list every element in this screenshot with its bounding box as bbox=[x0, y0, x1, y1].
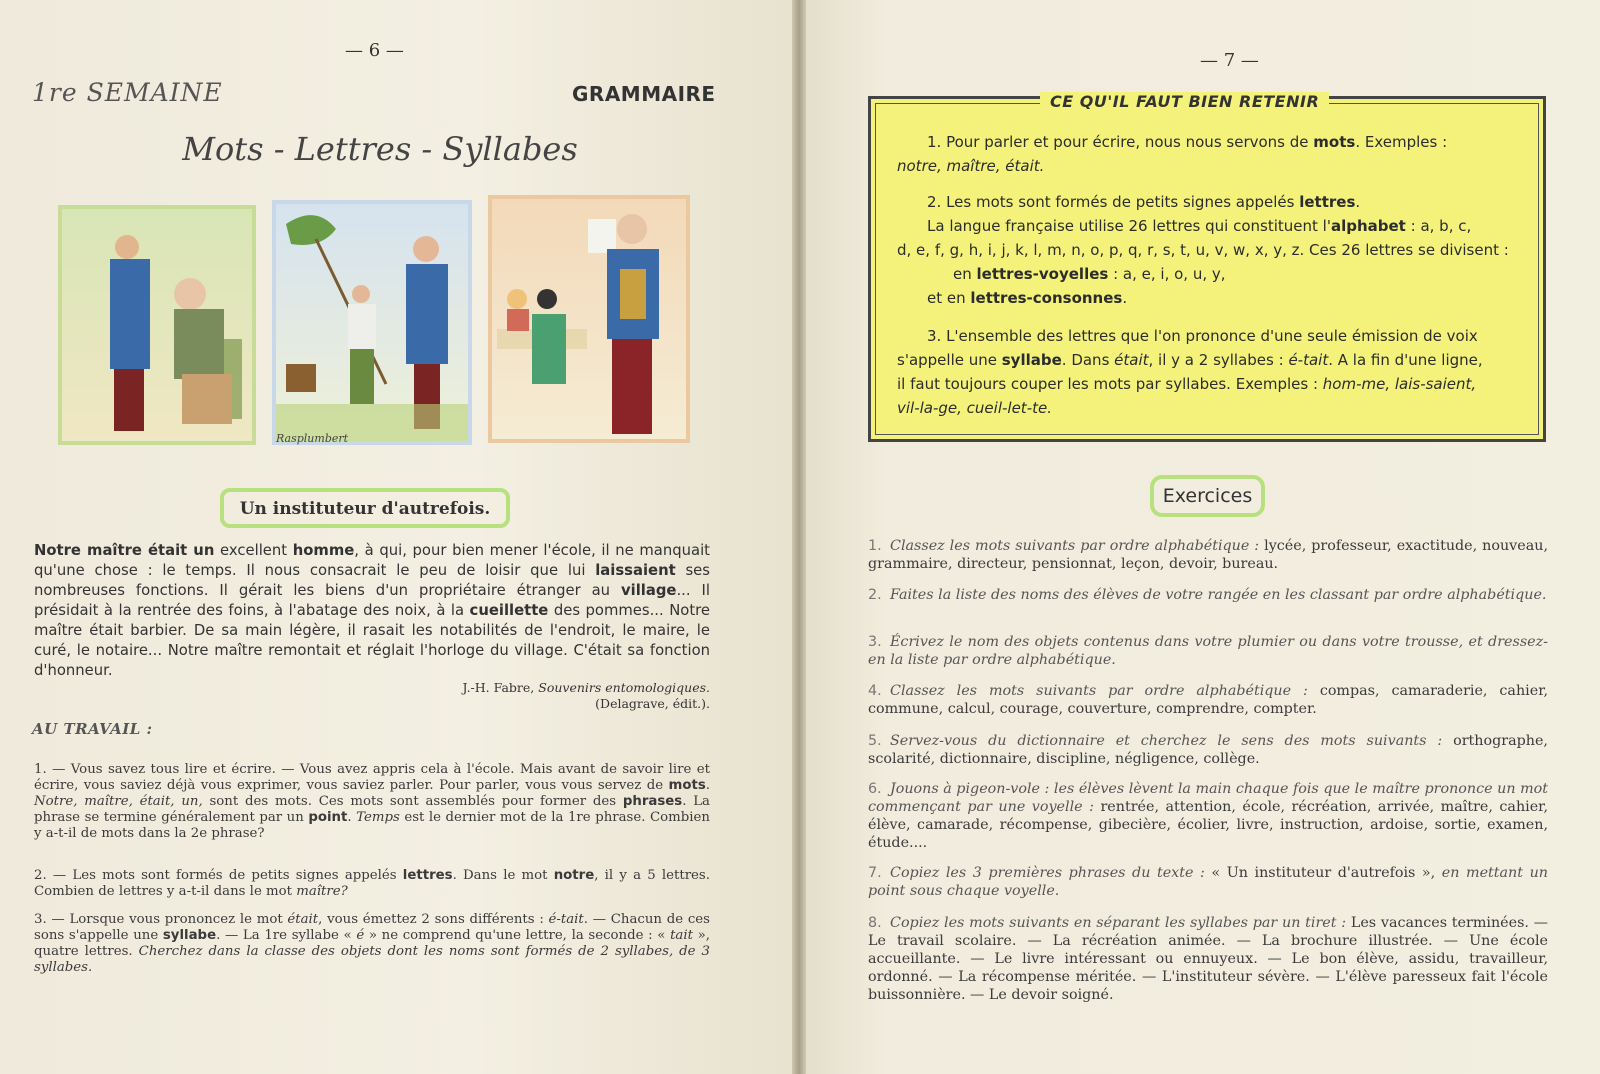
summary-text: . bbox=[1122, 289, 1128, 307]
summary-line bbox=[897, 190, 1529, 214]
exercise-item bbox=[868, 864, 1548, 900]
summary-text: La langue française utilise 26 lettres qui constituent l' bbox=[927, 217, 1331, 235]
reading-text-bold: laissaient bbox=[595, 562, 676, 579]
summary-line bbox=[897, 372, 1529, 396]
source-work: Souvenirs entomologiques. bbox=[538, 680, 710, 695]
exercise-item bbox=[868, 682, 1548, 718]
summary-text: . A la fin d'une ligne, bbox=[1328, 351, 1483, 369]
summary-italic: était bbox=[1114, 351, 1149, 369]
exercise-item bbox=[868, 633, 1548, 669]
summary-italic: é-tait bbox=[1288, 351, 1329, 369]
exercise-words: « Un instituteur d'autrefois », bbox=[1204, 865, 1442, 881]
ex-text: 1. — Vous savez tous lire et écrire. — Vous avez appris cela à l'école. Mais avant de savoir lire et écrire, vous saviez déjà vous exprimer, vous saviez parler. Pour parler, vous vous servez de bbox=[34, 762, 710, 793]
ex-text: 3. — Lorsque vous prononcez le mot bbox=[34, 912, 288, 927]
ex-text: » ne comprend qu'une lettre, la seconde : « bbox=[364, 928, 671, 943]
exercise-instruction: Copiez les mots suivants en séparant les syllabes par un tiret : bbox=[890, 915, 1347, 931]
summary-bold: alphabet bbox=[1330, 217, 1406, 235]
summary-text: . Exemples : bbox=[1355, 133, 1448, 151]
summary-text: en bbox=[953, 265, 977, 283]
summary-box-title: CE QU'IL FAUT BIEN RETENIR bbox=[1040, 92, 1329, 111]
illustration-barber bbox=[58, 205, 256, 445]
exercise-words: orthographe, scolarité, dictionnaire, discipline, négligence, collège. bbox=[868, 733, 1548, 767]
left-exercise-3 bbox=[34, 912, 710, 976]
page-number-right: — 7 — bbox=[1200, 50, 1259, 71]
page-number-left: — 6 — bbox=[345, 40, 404, 61]
exercise-instruction: Servez-vous du dictionnaire et cherchez le sens des mots suivants : bbox=[890, 733, 1443, 749]
exercise-item bbox=[868, 732, 1548, 768]
summary-line bbox=[897, 286, 1529, 310]
exercise-item bbox=[868, 780, 1548, 852]
summary-text: . bbox=[1355, 193, 1361, 211]
summary-line: d, e, f, g, h, i, j, k, l, m, n, o, p, q, r, s, t, u, v, w, x, y, z. Ces 26 lettres se divisent : bbox=[897, 241, 1509, 259]
reading-text: des pommes... Notre maître était barbier. De sa main légère, il rasait les notabilités de l'endroit, le maire, le curé, le notaire... Notre maître remontait et réglait l'horloge du village. C'était sa fonction d'honneur. bbox=[34, 602, 710, 679]
source-editor: (Delagrave, édit.). bbox=[595, 696, 710, 711]
summary-text: s'appelle une bbox=[897, 351, 1002, 369]
ex-text: 2. — Les mots sont formés de petits signes appelés bbox=[34, 868, 403, 883]
illustration-teacher-reading bbox=[488, 195, 690, 443]
ex-italic: Notre, maître, était, un, bbox=[34, 794, 203, 809]
summary-bold: syllabe bbox=[1001, 351, 1062, 369]
ex-text: . Dans le mot bbox=[452, 868, 554, 883]
ex-bold: point bbox=[308, 810, 348, 825]
exercise-number: 2. bbox=[868, 587, 882, 603]
ex-bold: lettres bbox=[402, 868, 453, 883]
ex-italic: Cherchez dans la classe des objets dont les noms sont formés de 2 syllabes, de 3 syllabes. bbox=[34, 944, 710, 975]
reading-text-bold: homme bbox=[292, 542, 355, 559]
left-exercise-1 bbox=[34, 762, 710, 842]
summary-line bbox=[897, 348, 1529, 372]
exercises-heading: Exercices bbox=[1150, 475, 1265, 517]
ex-bold: phrases bbox=[622, 794, 683, 809]
exercise-words: lycée, professeur, exactitude, nouveau, grammaire, directeur, pensionnat, leçon, devoir, bureau. bbox=[868, 538, 1548, 572]
summary-line bbox=[897, 130, 1529, 154]
exercise-item bbox=[868, 914, 1548, 1004]
exercise-item bbox=[868, 586, 1548, 604]
summary-text: : a, b, c, bbox=[1405, 217, 1472, 235]
reading-text: ... Il présidait à la rentrée des foins, à l'abatage des noix, à la bbox=[34, 582, 710, 619]
exercise-instruction: Classez les mots suivants par ordre alphabétique : bbox=[890, 538, 1260, 554]
ex-bold: notre bbox=[553, 868, 595, 883]
section-heading-au-travail: AU TRAVAIL : bbox=[32, 720, 153, 738]
source-author: J.-H. Fabre, bbox=[462, 680, 535, 695]
summary-text: , il y a 2 syllabes : bbox=[1148, 351, 1289, 369]
summary-bold: lettres-consonnes bbox=[970, 289, 1123, 307]
reading-title: Un instituteur d'autrefois. bbox=[220, 488, 510, 528]
ex-text: . bbox=[347, 810, 357, 825]
summary-bold: mots bbox=[1313, 133, 1356, 151]
ex-italic: était bbox=[287, 912, 319, 927]
summary-point-3 bbox=[897, 324, 1529, 420]
summary-italic: hom-me, lais-saient, bbox=[1322, 375, 1477, 393]
left-exercise-2 bbox=[34, 868, 710, 900]
reading-text-bold: Notre maître était un bbox=[34, 542, 215, 559]
exercise-number: 6. bbox=[868, 781, 882, 797]
ex-text: », quatre lettres. bbox=[34, 928, 710, 959]
ex-bold: mots bbox=[668, 778, 706, 793]
exercise-instruction: en mettant un point sous chaque voyelle. bbox=[868, 865, 1548, 899]
ex-italic: tait bbox=[670, 928, 693, 943]
reading-text-bold: village bbox=[620, 582, 677, 599]
summary-text: : a, e, i, o, u, y, bbox=[1108, 265, 1226, 283]
exercise-instruction: Écrivez le nom des objets contenus dans votre plumier ou dans votre trousse, et dressez-en la liste par ordre alphabétique. bbox=[868, 634, 1548, 668]
ex-text: . La phrase se termine généralement par un bbox=[34, 794, 710, 825]
illustration-apple-picking bbox=[272, 200, 472, 445]
exercise-item bbox=[868, 537, 1548, 573]
ex-italic: é-tait bbox=[548, 912, 584, 927]
illustrator-signature: Rasplumbert bbox=[276, 432, 349, 445]
summary-point-2 bbox=[897, 190, 1529, 310]
ex-italic: é bbox=[356, 928, 365, 943]
exercise-instruction: Faites la liste des noms des élèves de votre rangée en les classant par ordre alphabétique. bbox=[890, 587, 1547, 603]
subject-heading: GRAMMAIRE bbox=[572, 82, 716, 106]
week-heading: 1re SEMAINE bbox=[32, 78, 223, 107]
ex-italic: maître? bbox=[296, 884, 348, 899]
summary-line bbox=[897, 214, 1529, 238]
exercise-instruction: Classez les mots suivants par ordre alphabétique : bbox=[890, 683, 1308, 699]
summary-text: . Dans bbox=[1061, 351, 1115, 369]
reading-text: , à qui, pour bien mener l'école, il ne manquait qu'une chose : le temps. Il nous consacrait le peu de loisir que lui bbox=[34, 542, 710, 579]
book-gutter bbox=[792, 0, 806, 1074]
reading-source bbox=[400, 680, 710, 712]
exercise-instruction: Copiez les 3 premières phrases du texte : bbox=[890, 865, 1205, 881]
exercise-number: 4. bbox=[868, 683, 882, 699]
ex-text: , vous émettez 2 sons différents : bbox=[318, 912, 549, 927]
exercise-number: 7. bbox=[868, 865, 882, 881]
ex-text: est le dernier mot de la 1re phrase. Combien y a-t-il de mots dans la 2e phrase? bbox=[34, 810, 710, 841]
reading-text: ses nombreuses fonctions. Il gérait les biens d'un propriétaire étranger au bbox=[34, 562, 710, 599]
summary-text: et en bbox=[927, 289, 971, 307]
summary-line: vil-la-ge, cueil-let-te. bbox=[897, 399, 1052, 417]
exercise-instruction: Jouons à pigeon-vole : les élèves lèvent la main chaque fois que le maître prononce un mot commençant par une voyelle : bbox=[868, 781, 1548, 815]
ex-bold: syllabe bbox=[162, 928, 217, 943]
reading-passage bbox=[34, 541, 710, 681]
exercise-words: rentrée, attention, école, récréation, arrivée, maître, cahier, élève, camarade, récompense, gibecière, écolier, livre, instruction, ardoise, sortie, examen, étude.... bbox=[868, 799, 1548, 851]
exercise-number: 8. bbox=[868, 915, 882, 931]
reading-text: excellent bbox=[214, 542, 293, 559]
ex-text: , il y a 5 lettres. Combien de lettres y a-t-il dans le mot bbox=[34, 868, 710, 899]
summary-examples: notre, maître, était. bbox=[897, 157, 1045, 175]
exercise-words: compas, camaraderie, cahier, commune, calcul, courage, couverture, comprendre, compter. bbox=[868, 683, 1549, 717]
reading-text-bold: cueillette bbox=[469, 602, 549, 619]
exercise-words: Les vacances terminées. — Le travail scolaire. — La récréation animée. — La brochure illustrée. — Une école accueillante. — Le livre intéressant ou ennuyeux. — Le bon élève, assidu, travailleur, ordonné. — La récompense méritée. — L'instituteur sévère. — L'élève paresseux fait l'école buissonnière. — Le devoir soigné. bbox=[868, 915, 1549, 1003]
ex-text: . — La 1re syllabe « bbox=[216, 928, 357, 943]
summary-line bbox=[897, 262, 1529, 286]
summary-bold: lettres-voyelles bbox=[976, 265, 1109, 283]
ex-text: . bbox=[705, 778, 710, 793]
exercise-number: 5. bbox=[868, 733, 882, 749]
summary-point-1 bbox=[897, 130, 1529, 178]
ex-italic: Temps bbox=[356, 810, 400, 825]
summary-text: 1. Pour parler et pour écrire, nous nous servons de bbox=[927, 133, 1314, 151]
summary-line: 3. L'ensemble des lettres que l'on prononce d'une seule émission de voix bbox=[927, 327, 1478, 345]
summary-text: il faut toujours couper les mots par syllabes. Exemples : bbox=[897, 375, 1323, 393]
lesson-title: Mots - Lettres - Syllabes bbox=[182, 130, 578, 168]
exercise-number: 3. bbox=[868, 634, 882, 650]
ex-text: sont des mots. Ces mots sont assemblés pour former des bbox=[202, 794, 623, 809]
summary-text: 2. Les mots sont formés de petits signes appelés bbox=[927, 193, 1300, 211]
ex-text: . — Chacun de ces sons s'appelle une bbox=[34, 912, 710, 943]
summary-bold: lettres bbox=[1299, 193, 1356, 211]
exercise-number: 1. bbox=[868, 538, 882, 554]
